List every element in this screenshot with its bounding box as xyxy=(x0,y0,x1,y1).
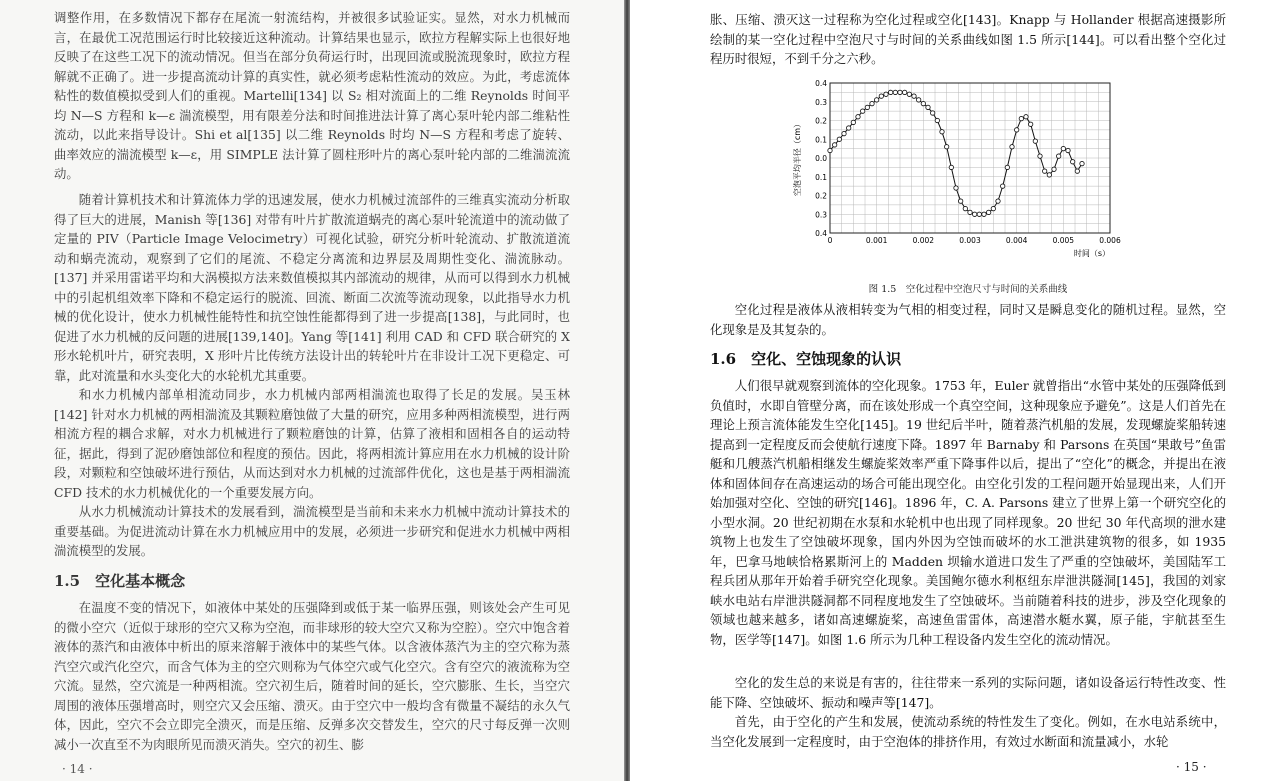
data-point xyxy=(1010,145,1014,149)
data-point xyxy=(1075,169,1079,173)
figure-caption: 图 1.5 空化过程中空泡尺寸与时间的关系曲线 xyxy=(868,284,1068,295)
data-point xyxy=(1005,165,1009,169)
x-tick-label: 0 xyxy=(827,236,833,245)
data-point xyxy=(930,111,934,115)
data-point xyxy=(912,94,916,98)
data-point xyxy=(958,199,962,203)
data-point xyxy=(1014,128,1018,132)
data-point xyxy=(1080,161,1084,165)
section-heading-1-5: 1.5 空化基本概念 xyxy=(54,572,186,590)
right-page xyxy=(630,0,1262,781)
x-axis-ticks xyxy=(828,236,1121,245)
left-page xyxy=(0,0,624,781)
data-point xyxy=(926,105,930,109)
data-point xyxy=(856,115,860,119)
x-tick-label: 0.006 xyxy=(1099,236,1121,245)
data-point xyxy=(879,94,883,98)
right-top-paragraph: 胀、压缩、溃灭这一过程称为空化过程或空化[143]。Knapp 与 Hollander 根据高速摄影所绘制的某一空化过程中空泡尺寸与时间的关系曲线如图 1.5 所示[144]。可以看出整个空化过程历时很短，不到千分之六秒。 xyxy=(710,12,1226,66)
data-point xyxy=(1056,154,1060,158)
data-point xyxy=(851,120,855,124)
left-paragraph-1: 调整作用，在多数情况下都存在尾流一射流结构，并被很多试验证实。显然，对水力机械而言，在最优工况范围运行时比较接近这种流动。计算结果也显示，欧拉方程解实际上也很好地反映了在这些工况下的流动情况。但当在部分负荷运行时，出现回流或脱流现象时，欧拉方程解就不正确了。进一步提高流动计算的真实性，就必须考虑粘性流动的效应。为此，考虑流体粘性的数值模拟受到人们的重视。Martelli[134] 以 S₂ 相对流面上的二维 Reynolds 时间平均 N—S 方程和 k—ε 湍流模型，用有限差分法和时间推进法计算了离心泵叶轮内部二维粘性流动，以此来指导设计。Shi et al[135] 以二维 Reynolds 时均 N—S 方程和考虑了旋转、曲率效应的湍流模型 k—ε，用 SIMPLE 法计算了圆柱形叶片的离心泵叶轮内部的二维湍流流动。 xyxy=(54,10,570,181)
data-point xyxy=(828,148,832,152)
data-point xyxy=(874,98,878,102)
y-tick-label: 0.0 xyxy=(815,154,827,163)
y-axis-label: 空泡平均半径（cm） xyxy=(793,119,802,197)
data-point xyxy=(940,130,944,134)
x-axis-label: 时间（s） xyxy=(1073,249,1110,258)
left-paragraph-3: 和水力机械内部单相流动同步，水力机械内部两相湍流也取得了长足的发展。吴玉林[142] 针对水力机械的两相湍流及其颗粒磨蚀做了大量的研究，应用多种两相流模型，进行两相流方程的耦合求解，对水力机械进行了颗粒磨蚀的计算，估算了液相和固相各自的运动特征，据此，得到了泥砂磨蚀部位和程度的预估。因此，将两相流计算应用在水力机械的设计阶段，对颗粒和空蚀破坏进行预估，从而达到对水力机械的过流部件优化，这也是基于两相湍流 CFD 技术的水力机械优化的一个重要发展方向。 xyxy=(54,387,570,500)
section-heading-1-6: 1.6 空化、空蚀现象的认识 xyxy=(710,350,902,368)
data-point xyxy=(1061,146,1065,150)
x-tick-label: 0.002 xyxy=(912,236,935,245)
data-point xyxy=(991,206,995,210)
data-point xyxy=(977,212,981,216)
y-tick-label: 0.2 xyxy=(815,116,827,126)
data-point xyxy=(1000,184,1004,188)
data-point xyxy=(860,109,864,113)
right-paragraph-2: 空化的发生总的来说是有害的，往往带来一系列的实际问题，诸如设备运行特性改变、性能下降、空蚀破坏、振动和噪声等[147]。 xyxy=(710,675,1226,710)
page-number-right: · 15 · xyxy=(1176,760,1207,774)
right-paragraph-after-figure: 空化过程是液体从液相转变为气相的相变过程，同时又是瞬息变化的随机过程。显然，空化现象是及其复杂的。 xyxy=(710,302,1226,337)
data-point xyxy=(1070,160,1074,164)
data-point xyxy=(916,98,920,102)
y-tick-label: 0.3 xyxy=(815,210,827,220)
data-point xyxy=(996,199,1000,203)
x-tick-label: 0.005 xyxy=(1052,236,1075,245)
data-point xyxy=(963,206,967,210)
data-point xyxy=(846,126,850,130)
data-point xyxy=(837,137,841,141)
data-point xyxy=(1033,139,1037,143)
x-tick-label: 0.003 xyxy=(959,236,981,245)
data-point xyxy=(949,165,953,169)
data-point xyxy=(888,90,892,94)
data-point xyxy=(884,92,888,96)
bubble-radius-curve xyxy=(830,92,1082,214)
data-point xyxy=(893,90,897,94)
data-point xyxy=(902,90,906,94)
data-point xyxy=(954,186,958,190)
y-tick-label: 0.1 xyxy=(815,172,827,182)
y-tick-label: 0.2 xyxy=(815,191,827,201)
data-point xyxy=(1019,116,1023,120)
right-paragraph-3: 首先，由于空化的产生和发展，使流动系统的特性发生了变化。例如，在水电站系统中，当空化发展到一定程度时，由于空泡体的排挤作用，有效过水断面和流量减小，水轮 xyxy=(710,714,1226,749)
data-point xyxy=(1052,167,1056,171)
data-point xyxy=(907,92,911,96)
y-axis-ticks xyxy=(815,79,827,238)
left-paragraph-5: 在温度不变的情况下，如液体中某处的压强降到或低于某一临界压强，则该处会产生可见的微小空穴（近似于球形的空穴又称为空泡，而非球形的较大空穴又称为空腔）。空穴中饱含着液体的蒸汽和由液体中析出的原来溶解于液体中的某些气体。以含液体蒸汽为主的空穴称为蒸汽空穴或汽化空穴，而含气体为主的空穴则称为气体空穴或气化空穴。含有空穴的液流称为空穴流。显然，空穴流是一种两相流。空穴初生后，随着时间的延长，空穴膨胀、生长，当空穴周围的液体压强增高时，则空穴又会压缩、溃灭。由于空穴中一般均含有微量不凝结的永久气体，因此，空穴不会立即完全溃灭，而是压缩、反弹多次交替发生，空穴的尺寸每反弹一次则减小一次直至不为肉眼所见而溃灭消失。空穴的初生、膨 xyxy=(54,600,570,752)
data-point xyxy=(865,105,869,109)
data-point xyxy=(944,145,948,149)
data-point xyxy=(842,131,846,135)
data-point xyxy=(982,212,986,216)
data-point xyxy=(1028,122,1032,126)
data-point xyxy=(898,90,902,94)
data-point xyxy=(1038,154,1042,158)
data-point xyxy=(986,210,990,214)
y-tick-label: 0.1 xyxy=(815,135,827,145)
page-number-left: · 14 · xyxy=(62,762,93,776)
right-paragraph-1: 人们很早就观察到流体的空化现象。1753 年，Euler 就曾指出“水管中某处的压强降低到负值时，水即自管壁分离，而在该处形成一个真空空间，这种现象应予避免”。这是人们首先在理论上预言流体能发生空化[145]。19 世纪后半叶，随着蒸汽机船的发展，发现螺旋桨船转速提高到一定程度反而会使航行速度下降。1897 年 Barnaby 和 Parsons 在英国“果敢号”鱼雷艇和几艘蒸汽机船相继发生螺旋桨效率严重下降事件以后，提出了“空化”的概念，并提出在液体和固体间存在高速运动的场合可能出现空化。由空化引发的工程问题开始显现出来，人们开始加强对空化、空蚀的研究[146]。1896 年，C. A. Parsons 建立了世界上第一个研究空化的小型水洞。20 世纪初期在水泵和水轮机中也出现了同样现象。20 世纪 30 年代高坝的泄水建筑物上也发生了空蚀破坏现象，国内外因为空蚀而破坏的水工泄洪建筑物的很多，如 1935 年，巴拿马地峡恰格累斯河上的 Madden 坝输水道进口发生了严重的空蚀破坏，美国陆军工程兵团从那年开始着手研究空化现象。美国鲍尔德水利枢纽东岸泄洪隧洞[145]，我国的刘家峡水电站右岸泄洪隧洞都不同程度地发生了空蚀破坏。当前随着科技的进步，涉及空化现象的领域也越来越多，诸如高速螺旋桨，高速鱼雷雷体，高速潜水艇水翼，原子能，宇航甚至生物，医学等[147]。如图 1.6 所示为几种工程设备内发生空化的流动情况。 xyxy=(710,378,1226,647)
data-point xyxy=(832,143,836,147)
x-tick-label: 0.001 xyxy=(865,236,888,245)
x-tick-label: 0.004 xyxy=(1005,236,1028,245)
left-paragraph-2: 随着计算机技术和计算流体力学的迅速发展，使水力机械过流部件的三维真实流动分析取得了巨大的进展，Manish 等[136] 对带有叶片扩散流道蜗壳的离心泵叶轮流道中的流动做了定量的 PIV（Particle Image Velocimetry）可视化试验，研究分析叶轮流动、扩散流道流动和蜗壳流动，观察到了它们的尾流、不稳定分离流和边界层及周期性变化、湍流脉动。[137] 并采用雷诺平均和大涡模拟方法来数值模拟其内部流动的规律，从而可以得到水力机械中的引起机组效率下降和不稳定运行的脱流、回流、断面二次流等流动现象，以此指导水力机械的优化设计，使水力机械性能特性和抗空蚀性能都得到了进一步提高[138]，与此同时，也促进了水力机械的反问题的进展[139,140]。Yang 等[141] 利用 CAD 和 CFD 联合研究的 X 形水轮机叶片，研究表明，X 形叶片比传统方法设计出的转轮叶片在非设计工况下更稳定、可靠，此对流量和水头变化大的水轮机尤其重要。 xyxy=(54,192,570,383)
data-point xyxy=(935,118,939,122)
y-tick-label: 0.4 xyxy=(815,229,827,238)
data-point xyxy=(968,210,972,214)
data-point xyxy=(1047,173,1051,177)
left-paragraph-4: 从水力机械流动计算技术的发展看到，湍流模型是当前和未来水力机械中流动计算技术的重要基础。为促进流动计算在水力机械应用中的发展，必须进一步研究和促进水力机械中两相湍流模型的发展。 xyxy=(54,504,570,558)
data-point xyxy=(1066,148,1070,152)
figure-1-5-chart xyxy=(790,78,1130,268)
data-point xyxy=(1024,115,1028,119)
data-point xyxy=(972,212,976,216)
data-point xyxy=(1042,169,1046,173)
data-point xyxy=(870,101,874,105)
data-markers xyxy=(828,90,1084,216)
y-tick-label: 0.4 xyxy=(815,79,827,88)
data-point xyxy=(921,101,925,105)
y-tick-label: 0.3 xyxy=(815,97,827,107)
